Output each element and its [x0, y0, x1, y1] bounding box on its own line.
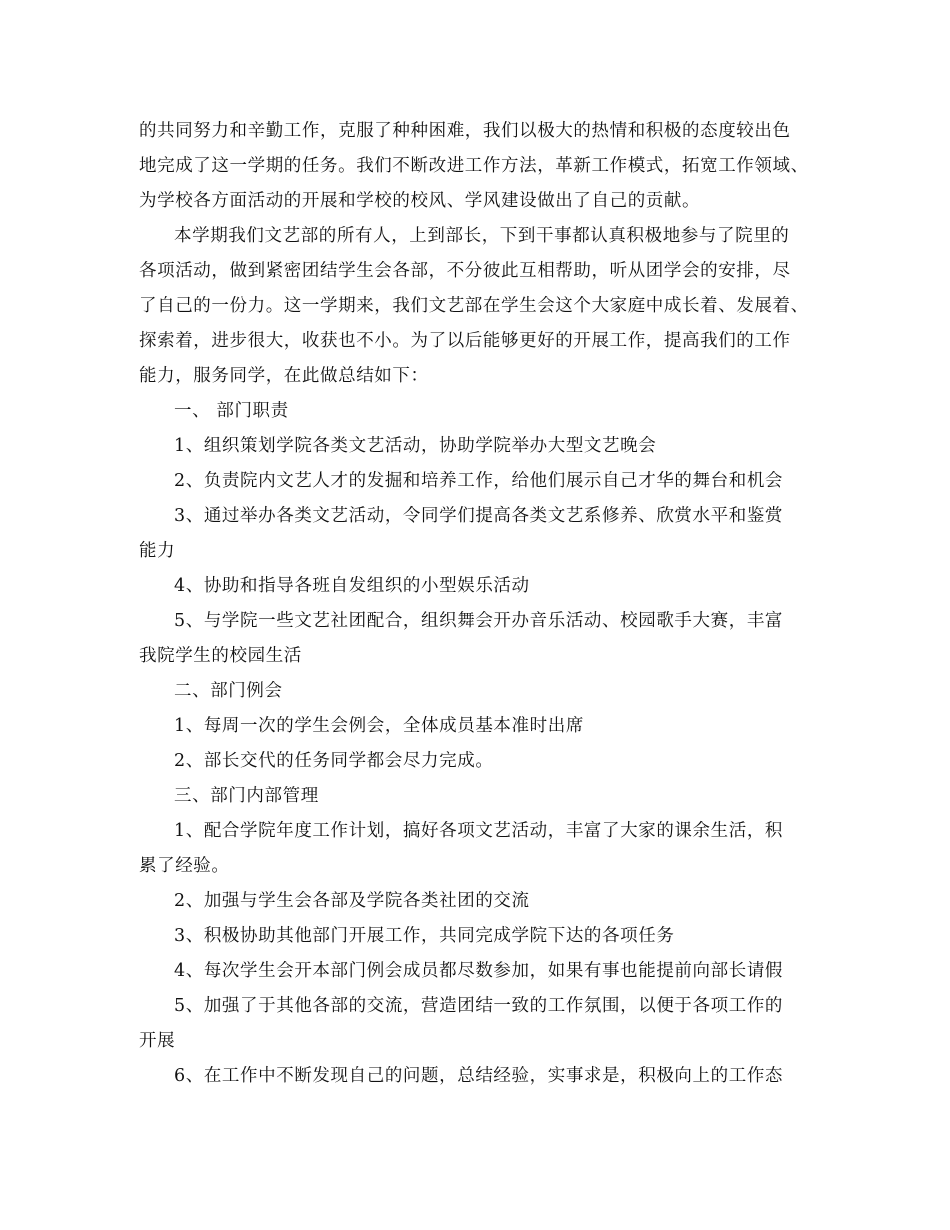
document-body [139, 114, 829, 1094]
paragraph [139, 884, 829, 919]
paragraph [139, 674, 829, 709]
paragraph [139, 464, 829, 499]
text-line: 4、协助和指导各班自发组织的小型娱乐活动 [174, 576, 530, 596]
text-line: 能力 [139, 541, 176, 561]
text-line: 累了经验。 [139, 856, 230, 876]
paragraph [139, 1059, 829, 1094]
text-line: 为学校各方面活动的开展和学校的校风、学风建设做出了自己的贡献。 [139, 191, 701, 211]
text-line: 一、 部门职责 [174, 401, 289, 421]
paragraph [139, 429, 829, 464]
text-line: 3、积极协助其他部门开展工作，共同完成学院下达的各项任务 [174, 926, 675, 946]
text-line: 1、组织策划学院各类文艺活动，协助学院举办大型文艺晚会 [174, 436, 657, 456]
text-line: 5、加强了于其他各部的交流，营造团结一致的工作氛围，以便于各项工作的 [174, 996, 784, 1016]
paragraph [139, 779, 829, 814]
paragraph [139, 744, 829, 779]
text-line: 2、部长交代的任务同学都会尽力完成。 [174, 751, 494, 771]
paragraph [139, 814, 829, 884]
text-line: 1、每周一次的学生会例会，全体成员基本准时出席 [174, 716, 584, 736]
text-line: 二、部门例会 [174, 681, 283, 701]
paragraph [139, 394, 829, 429]
text-line: 2、加强与学生会各部及学院各类社团的交流 [174, 891, 530, 911]
paragraph [139, 709, 829, 744]
paragraph [139, 219, 829, 394]
text-line: 5、与学院一些文艺社团配合，组织舞会开办音乐活动、校园歌手大赛，丰富 [174, 611, 784, 631]
text-line: 4、每次学生会开本部门例会成员都尽数参加，如果有事也能提前向部长请假 [174, 961, 784, 981]
text-line: 本学期我们文艺部的所有人，上到部长，下到干事都认真积极地参与了院里的 [174, 226, 790, 246]
paragraph [139, 954, 829, 989]
paragraph [139, 569, 829, 604]
text-line: 的共同努力和辛勤工作，克服了种种困难，我们以极大的热情和积极的态度较出色 [139, 121, 791, 141]
text-line: 3、通过举办各类文艺活动，令同学们提高各类文艺系修养、欣赏水平和鉴赏 [174, 506, 784, 526]
text-line: 6、在工作中不断发现自己的问题，总结经验，实事求是，积极向上的工作态 [174, 1066, 784, 1086]
text-line: 2、负责院内文艺人才的发掘和培养工作，给他们展示自己才华的舞台和机会 [174, 471, 784, 491]
paragraph [139, 989, 829, 1059]
text-line: 1、配合学院年度工作计划，搞好各项文艺活动，丰富了大家的课余生活，积 [174, 821, 784, 841]
text-line: 地完成了这一学期的任务。我们不断改进工作方法，革新工作模式，拓宽工作领域、 [139, 156, 809, 176]
paragraph [139, 114, 829, 219]
paragraph [139, 604, 829, 674]
paragraph [139, 499, 829, 569]
text-line: 了自己的一份力。这一学期来，我们文艺部在学生会这个大家庭中成长着、发展着、 [139, 296, 809, 316]
text-line: 三、部门内部管理 [174, 786, 319, 806]
text-line: 各项活动，做到紧密团结学生会各部，不分彼此互相帮助，听从团学会的安排，尽 [139, 261, 791, 281]
text-line: 我院学生的校园生活 [139, 646, 302, 666]
text-line: 能力，服务同学，在此做总结如下： [139, 366, 429, 386]
text-line: 探索着，进步很大，收获也不小。为了以后能够更好的开展工作，提高我们的工作 [139, 331, 791, 351]
text-line: 开展 [139, 1031, 176, 1051]
paragraph [139, 919, 829, 954]
